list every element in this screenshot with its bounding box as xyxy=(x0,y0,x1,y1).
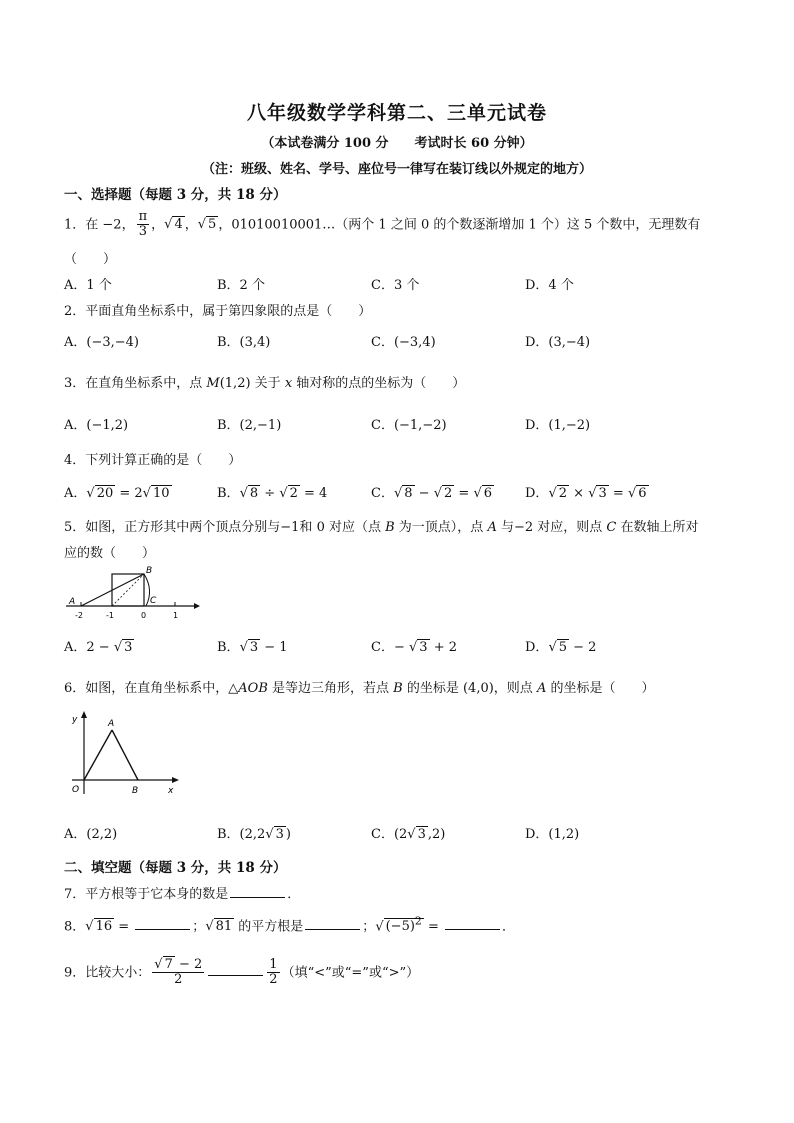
q6-label-o: O xyxy=(72,785,80,795)
q1-option-c: C．3 个 xyxy=(371,278,420,293)
q6-label-y: y xyxy=(72,715,78,725)
exam-info: （本试卷满分 100 分 考试时长 60 分钟） xyxy=(261,136,533,151)
q6-option-a: A．(2,2) xyxy=(64,827,118,842)
q3-option-b: B．(2,−1) xyxy=(217,418,282,433)
question-2: 2．平面直角坐标系中，属于第四象限的点是（ ） xyxy=(64,304,372,319)
q5-tick-neg2: -2 xyxy=(75,611,83,620)
question-5-line2: 应的数（ ） xyxy=(64,546,156,561)
question-7: 7．平方根等于它本身的数是 ． xyxy=(64,887,301,902)
sqrt-4: √ 4 xyxy=(164,217,183,233)
question-9: 9．比较大小： $\frac{√ 7 - 2}{2}$ $\frac{1}{2}$ （填“<”或“=”或“>”） xyxy=(64,957,420,988)
q7-answer-blank[interactable] xyxy=(230,885,285,898)
question-8: 8．√ 16 = ；√ 81 的平方根是 ；√ $(-5)^2$ = ． xyxy=(64,915,515,935)
q3-option-d: D．(1,−2) xyxy=(525,418,591,433)
section-1-heading: 一、选择题（每题 3 分，共 18 分） xyxy=(64,187,287,203)
q2-option-c: C．(−3,4) xyxy=(371,335,436,350)
q6-label-b: B xyxy=(132,786,139,796)
q1-option-b: B．2 个 xyxy=(217,278,265,293)
q5-tick-1: 1 xyxy=(173,611,179,620)
question-1: 1．在 −2， $\frac{\pi}{3}$ ，√ 4 ，√ 5 ，01010010001…（两个 1 之间 0 的个数逐渐增加 1 个）这 5 个数中，无理数有 xyxy=(64,209,701,240)
sqrt-5: √ 5 xyxy=(197,217,217,233)
q2-option-d: D．(3,−4) xyxy=(525,335,591,350)
q6-label-a: A xyxy=(108,719,115,729)
q5-tick-0: 0 xyxy=(141,611,147,620)
q5-option-d: D．√ 5 − 2 xyxy=(525,640,597,655)
q6-option-d: D．(1,2) xyxy=(525,827,580,842)
q6-triangle-figure xyxy=(62,708,187,800)
q6-option-c: C．(2√ 3 ,2) xyxy=(371,827,446,842)
question-3: 3．在直角坐标系中，点 M(1,2) 关于 x 轴对称的点的坐标为（ ） xyxy=(64,376,466,391)
q8-answer-blank-3[interactable] xyxy=(445,917,500,930)
q5-option-b: B．√ 3 − 1 xyxy=(217,640,288,655)
q9-answer-blank[interactable] xyxy=(208,963,263,976)
pi-over-3: $\frac{\pi}{3}$ xyxy=(138,209,148,240)
page-title: 八年级数学学科第二、三单元试卷 xyxy=(246,102,547,124)
q3-option-a: A．(−1,2) xyxy=(64,418,129,433)
q1-option-d: D．4 个 xyxy=(525,278,574,293)
q5-label-c: C xyxy=(150,596,157,606)
q6-label-x: x xyxy=(168,786,174,796)
q3-option-c: C．(−1,−2) xyxy=(371,418,447,433)
q1-option-a: A．1 个 xyxy=(64,278,112,293)
q4-option-c: C．√ 8 − √ 2 = √ 6 xyxy=(371,486,493,501)
q5-number-line-figure xyxy=(62,562,202,622)
question-1-paren: （ ） xyxy=(64,252,117,267)
q5-tick-neg1: -1 xyxy=(106,611,114,620)
q5-option-a: A．2 − √ 3 xyxy=(64,640,133,655)
exam-note: （注：班级、姓名、学号、座位号一律写在装订线以外规定的地方） xyxy=(201,162,592,177)
q5-label-a: A xyxy=(69,597,76,607)
question-4: 4．下列计算正确的是（ ） xyxy=(64,453,242,468)
q2-option-b: B．(3,4) xyxy=(217,335,271,350)
question-5: 5．如图，正方形其中两个顶点分别与−1和 0 对应（点 B 为一顶点），点 A 与−2 对应，则点 C 在数轴上所对 xyxy=(64,520,699,535)
q4-option-d: D．√ 2 × √ 3 = √ 6 xyxy=(525,486,647,501)
q4-option-b: B．√ 8 ÷ √ 2 = 4 xyxy=(217,486,328,501)
section-2-heading: 二、填空题（每题 3 分，共 18 分） xyxy=(64,860,287,876)
q2-option-a: A．(−3,−4) xyxy=(64,335,139,350)
q6-option-b: B．(2,2√ 3 ) xyxy=(217,827,291,842)
question-6: 6．如图，在直角坐标系中，△AOB 是等边三角形，若点 B 的坐标是 (4,0)，则点 A 的坐标是（ ） xyxy=(64,681,655,696)
q8-answer-blank-1[interactable] xyxy=(135,917,190,930)
q4-option-a: A．√ 20 = 2√ 10 xyxy=(64,486,170,501)
q9-fraction-left: $\frac{√ 7 - 2}{2}$ xyxy=(154,957,203,988)
q5-option-c: C．− √ 3 + 2 xyxy=(371,640,457,655)
q5-label-b: B xyxy=(146,566,153,576)
q9-fraction-right: $\frac{1}{2}$ xyxy=(269,957,278,988)
q8-answer-blank-2[interactable] xyxy=(305,917,360,930)
